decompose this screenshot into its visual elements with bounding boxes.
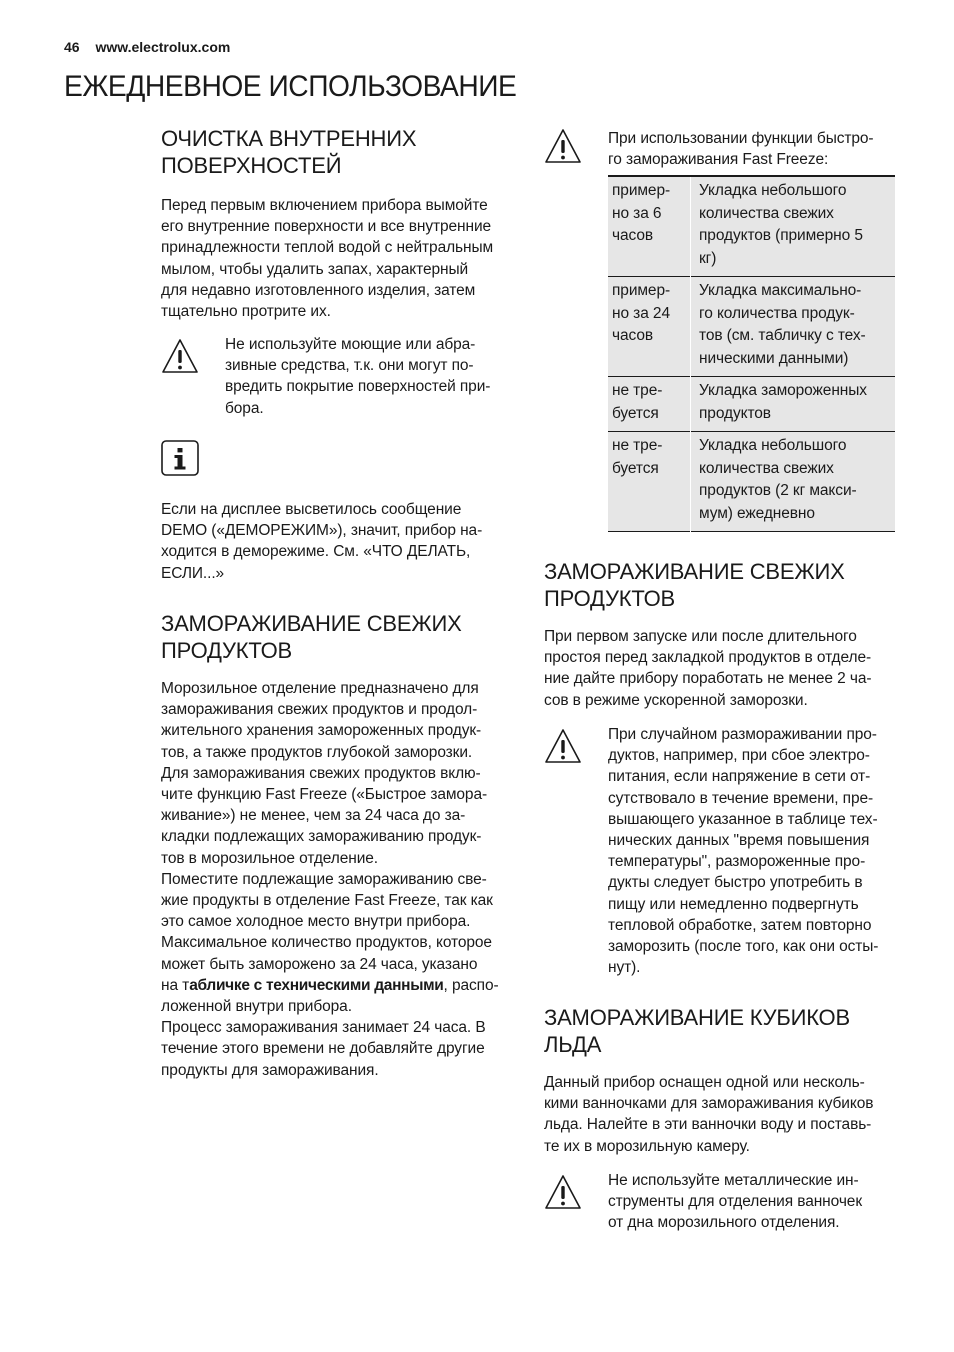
table-cell-description: Укладка замороженных продуктов [691, 377, 896, 432]
freezing2-section-title [544, 558, 904, 612]
table-row [608, 377, 895, 432]
freezing2-title-line-2: ПРОДУКТОВ [544, 586, 676, 611]
site-url[interactable]: www.electrolux.com [95, 39, 231, 55]
freezing2-body: При первом запуске или после длительного простоя перед закладкой продуктов в отделе- ние дайте прибору поработать не менее 2 ча- сов в режиме ускоренной заморозки. [544, 628, 872, 709]
cleaning-title-line-2: ПОВЕРХНОСТЕЙ [161, 153, 342, 178]
ice-warning [544, 1170, 896, 1236]
thaw-warning-text: При случайном размораживании про- дуктов, например, при сбое электро- питания, если напряжение в сети от- сутствовало в течение времени, пре- вышающего указанное в таблице тех- нических данных "время повышения температуры", размороженные про- дукты следует быстро употребить в пищу или немедленно подвергнуть тепловой обработке, затем повторно заморозить (после того, как они осты- нут). [608, 726, 879, 977]
table-cell-time: пример- но за 6 часов [612, 182, 671, 244]
table-cell-description: Укладка небольшого количества свежих продуктов (примерно 5 кг) [691, 176, 896, 277]
freezing-section-title [161, 610, 521, 664]
page-title: ЕЖЕДНЕВНОЕ ИСПОЛЬЗОВАНИЕ [64, 70, 517, 103]
table-row [608, 176, 895, 277]
ice-section-title [544, 1004, 904, 1058]
table-cell-description: Укладка максимально- го количества продук- тов (см. табличку с тех- ническими данными) [691, 277, 896, 377]
ice-title-line-2: ЛЬДА [544, 1032, 602, 1057]
cleaning-section-title [161, 125, 521, 179]
table-cell-time: не тре- буется [608, 377, 691, 432]
ice-title-line-1: ЗАМОРАЖИВАНИЕ КУБИКОВ [544, 1005, 850, 1030]
table-row [608, 432, 895, 532]
warning-icon [544, 728, 582, 764]
rating-plate-link: абличке с техническими данными [189, 976, 444, 994]
freezing2-title-line-1: ЗАМОРАЖИВАНИЕ СВЕЖИХ [544, 559, 845, 584]
cleaning-title-line-1: ОЧИСТКА ВНУТРЕННИХ [161, 126, 417, 151]
table-cell-time: не тре- буется [608, 432, 691, 532]
cleaning-warning [161, 334, 513, 424]
info-icon [161, 440, 199, 476]
warning-icon [161, 338, 199, 374]
table-cell-time: пример- но за 24 часов [608, 277, 691, 377]
freezing-title-line-2: ПРОДУКТОВ [161, 638, 293, 663]
table-cell-description: Укладка небольшого количества свежих продуктов (2 кг макси- мум) ежедневно [691, 432, 896, 532]
fast-freeze-table [608, 175, 895, 532]
page-number: 46 [64, 39, 80, 55]
warning-icon [544, 128, 582, 164]
page-header [64, 39, 230, 55]
ice-warning-text: Не используйте металлические ин- струменты для отделения ванночек от дна морозильного отделения. [608, 1172, 862, 1232]
thaw-warning [544, 724, 896, 980]
freezing-title-line-1: ЗАМОРАЖИВАНИЕ СВЕЖИХ [161, 611, 462, 636]
warning-icon [544, 1174, 582, 1210]
fast-freeze-warning-text: При использовании функции быстро- го замораживания Fast Freeze: [608, 130, 874, 169]
table-row [608, 277, 895, 377]
cleaning-warning-text: Не используйте моющие или абра- зивные средства, т.к. они могут по- вредить покрытие поверхностей при- бора. [225, 336, 491, 417]
ice-body: Данный прибор оснащен одной или несколь- кими ванночками для замораживания кубиков льда. Налейте в эти ванночки воду и поставь- те их в морозильную камеру. [544, 1074, 874, 1155]
demo-info-text: Если на дисплее высветилось сообщение DEMO («ДЕМОРЕЖИМ»), значит, прибор на- ходится в деморежиме. См. «ЧТО ДЕЛАТЬ, ЕСЛИ...» [161, 501, 483, 582]
cleaning-body: Перед первым включением прибора вымойте его внутренние поверхности и все внутренние принадлежности теплой водой с нейтральным мылом, чтобы удалить запах, характерный для недавно изготовленного изделия, затем тщательно протрите их. [161, 197, 494, 321]
freezing-body: Морозильное отделение предназначено для замораживания свежих продуктов и продол- жительного хранения замороженных продук- тов, а также продуктов глубокой заморозки. Для замораживания свежих продуктов вклю- чите функцию Fast Freeze («Быстрое замора- живание») не менее, чем за 24 часа до за- кладки подлежащих замораживанию продук- тов в морозильное отделение. Поместите подлежащие замораживанию све- жие продукты в отделение Fast Freeze, так как это самое холодное место внутри прибора. Максимальное количество продуктов, которое может быть заморожено за 24 часа, указано на табличке с техническими данными, распо- ложенной внутри прибора. Процесс замораживания занимает 24 часа. В течение этого времени не добавляйте другие продукты для замораживания. [161, 680, 499, 1079]
fast-freeze-warning [544, 128, 896, 172]
